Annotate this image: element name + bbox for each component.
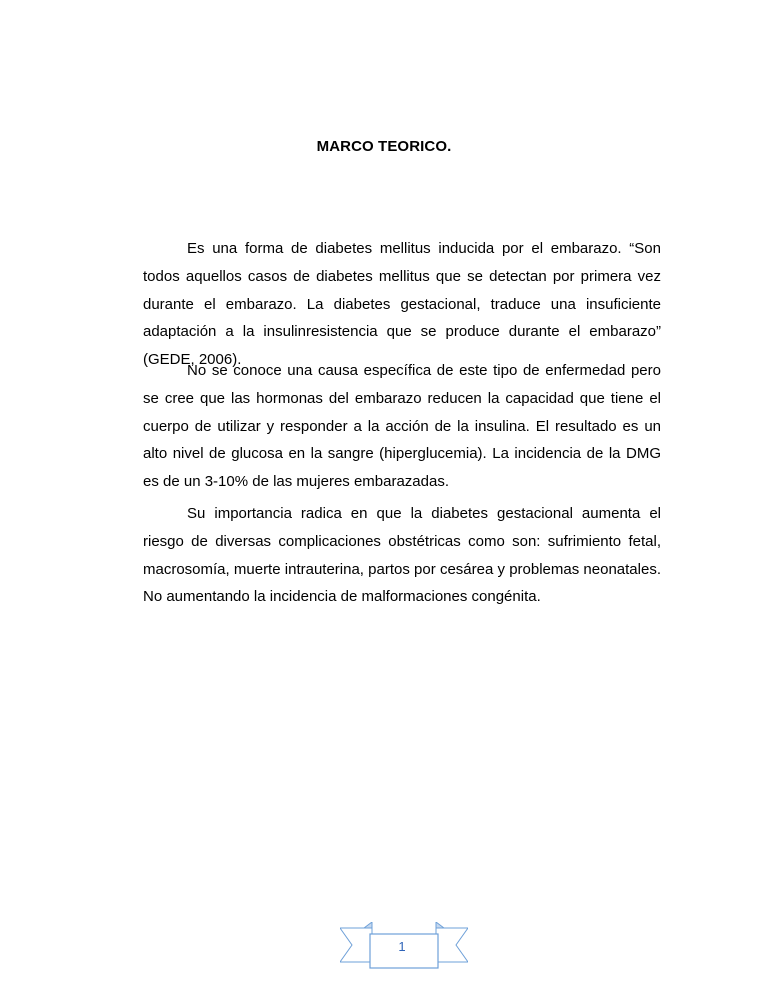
paragraph-1 xyxy=(143,235,661,374)
page-title: MARCO TEORICO. xyxy=(316,138,452,155)
paragraph-2-text: No se conoce una causa específica de este tipo de enfermedad pero se cree que las hormonas del embarazo reducen la capacidad que tiene el cuerpo de utilizar y responder a la acción de la insulina. El resultado es un alto nivel de glucosa en la sangre (hiperglucemia). La incidencia de la DMG es de un 3-10% de las mujeres embarazadas. xyxy=(143,362,661,491)
paragraph-3 xyxy=(143,500,661,611)
paragraph-2 xyxy=(143,357,661,496)
paragraph-1-text: Es una forma de diabetes mellitus inducida por el embarazo. “Son todos aquellos casos de diabetes mellitus que se detectan por primera vez durante el embarazo. La diabetes gestacional, traduce una insuficiente adaptación a la insulinresistencia que se produce durante el embarazo” (GEDE, 2006). xyxy=(143,240,661,369)
paragraph-3-text: Su importancia radica en que la diabetes gestacional aumenta el riesgo de diversas complicaciones obstétricas como son: sufrimiento fetal, macrosomía, muerte intrauterina, partos por cesárea y problemas neonatales. No aumentando la incidencia de malformaciones congénita. xyxy=(143,505,661,606)
page-number: 1 xyxy=(398,939,406,954)
